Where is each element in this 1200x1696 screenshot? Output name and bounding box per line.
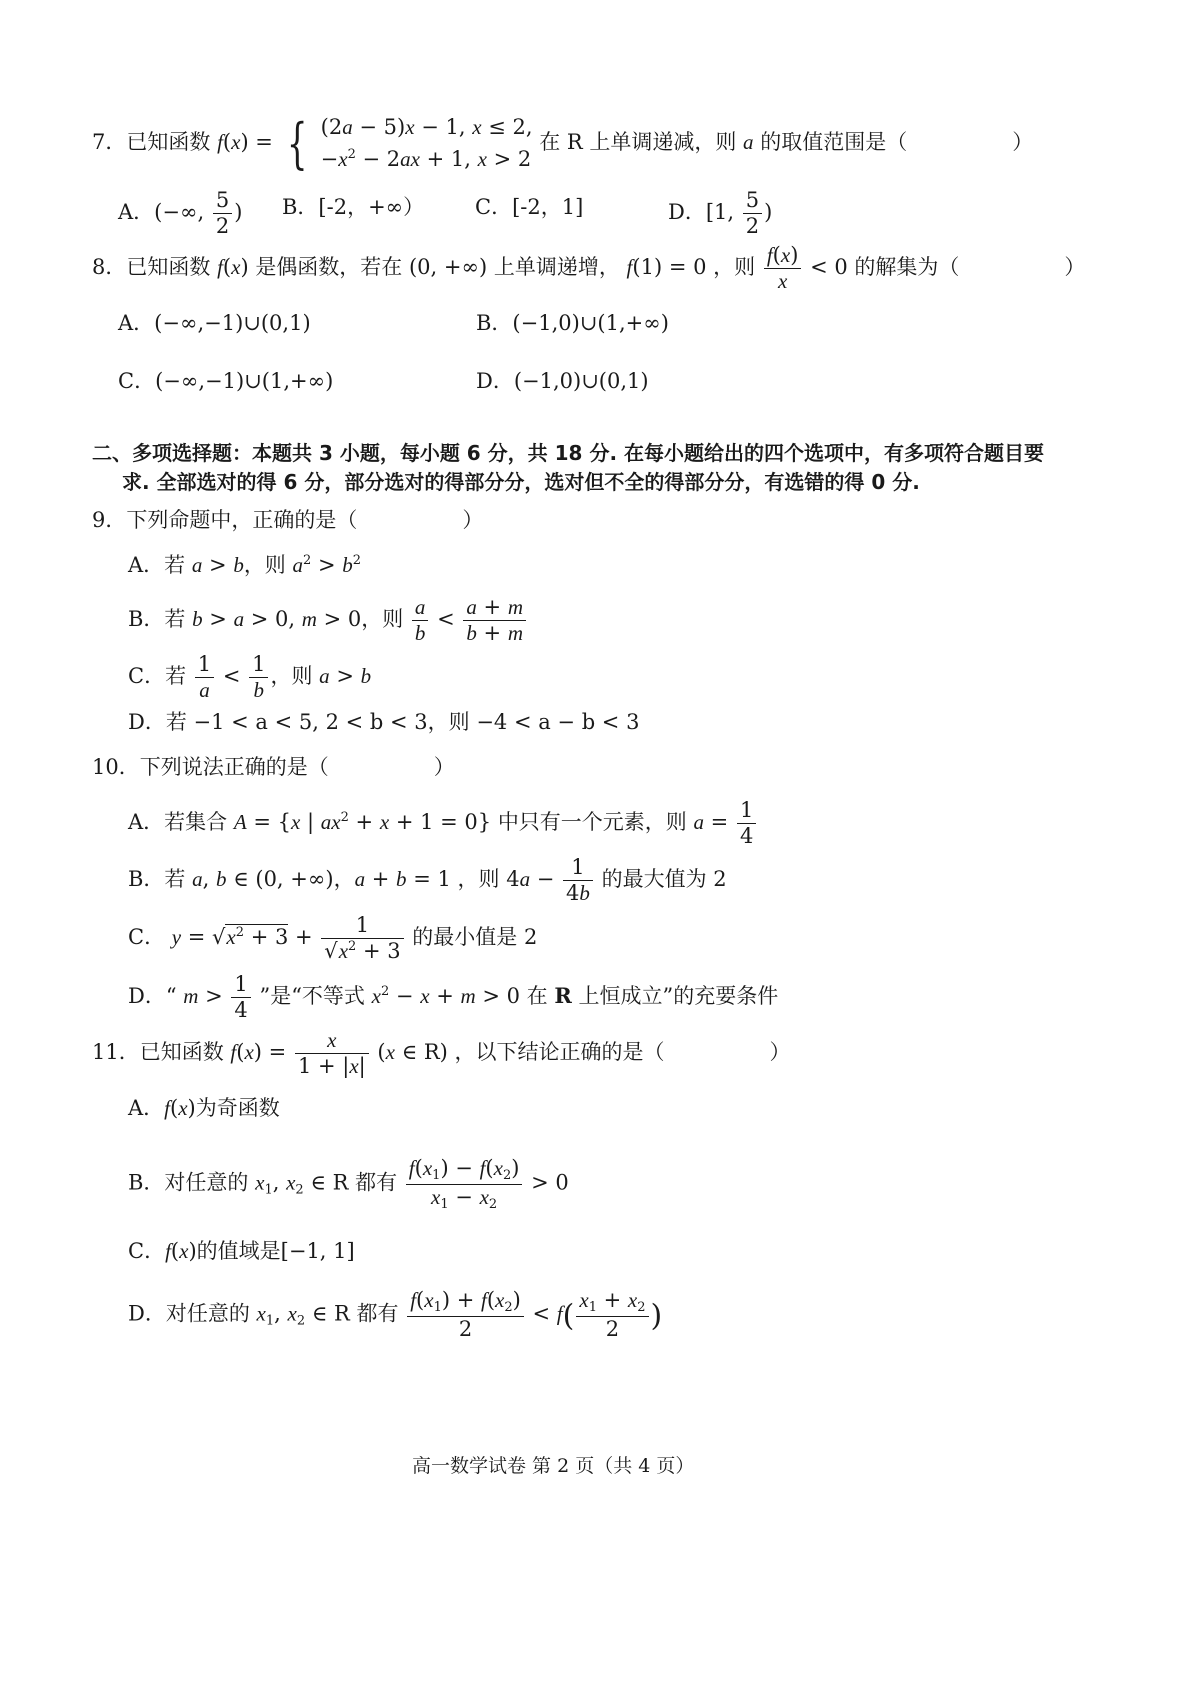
q7-option-d: D．[1, $\frac{5}{2}$ ) bbox=[668, 188, 773, 239]
q7-suffix2: 的取值范围是（ ） bbox=[760, 130, 1034, 154]
q9-option-c: C．若 $\frac{1}{a}$ < $\frac{1}{b}$ ，则 a > b bbox=[128, 652, 372, 703]
q11-option-d: D．对任意的 $x_1$, $x_2$ ∈ R 都有 $\frac{f(x_1) + f(x_2)}{2}$ < f( $\frac{x_1 + x_2}{2}$ ) bbox=[128, 1288, 663, 1341]
q8-option-c: C．(−∞,−1)∪(1,+∞) bbox=[118, 369, 334, 393]
q8-option-b: B．(−1,0)∪(1,+∞) bbox=[476, 311, 669, 335]
q10-option-c: C． $y = √x^2 + 3$ + $\frac{1}{√x^2 + 3}$ 的最小值是 2 bbox=[128, 913, 538, 964]
q9-option-b: B．若 b > a > 0, m > 0，则 $\frac{a}{b}$ < $\frac{a + m}{b + m}$ bbox=[128, 595, 528, 646]
q11-option-c: C．f(x)的值域是[−1, 1] bbox=[128, 1239, 355, 1263]
q9-option-d: D．若 −1 < a < 5, 2 < b < 3，则 −4 < a − b < 3 bbox=[128, 710, 640, 734]
question-8-stem: 8．已知函数 f(x) 是偶函数，若在 (0, +∞) 上单调递增， f(1) = 0 ，则 $\frac{f(x)}{x}$ < 0 的解集为（ ） bbox=[92, 243, 1086, 294]
q10-option-a: A．若集合 A = {x | $ax^2 + x + 1 = 0$} 中只有一个元素，则 a = $\frac{1}{4}$ bbox=[128, 798, 758, 849]
question-10-stem: 10．下列说法正确的是（ ） bbox=[92, 755, 455, 779]
q11-option-a: A．f(x)为奇函数 bbox=[128, 1096, 280, 1120]
q7-piecewise: (2a − 5)x − 1, x ≤ 2, $-x^2 - 2ax + 1$, x > 2 bbox=[320, 115, 533, 171]
q7-option-c: C．[-2，1] bbox=[475, 195, 584, 219]
q8-option-a: A．(−∞,−1)∪(0,1) bbox=[118, 311, 311, 335]
question-11-stem: 11．已知函数 f(x) = $\frac{x}{1 + |x|}$ (x ∈ R) ，以下结论正确的是（ ） bbox=[92, 1028, 791, 1079]
question-7-stem: 7．已知函数 f(x) = { (2a − 5)x − 1, x ≤ 2, $-x^2 - 2ax + 1$, x > 2 在 R 上单调递减，则 a 的取值范围是（ ） bbox=[92, 111, 1034, 175]
q10-option-b: B．若 a, b ∈ (0, +∞)，a + b = 1 ，则 4a − $\frac{1}{4b}$ 的最大值为 2 bbox=[128, 855, 727, 906]
question-9-stem: 9．下列命题中，正确的是（ ） bbox=[92, 508, 484, 532]
q7-prefix: 7．已知函数 bbox=[92, 130, 211, 154]
q7-option-b: B．[-2，+∞） bbox=[282, 195, 425, 219]
q7-suffix: 在 R 上单调递减，则 bbox=[539, 130, 737, 154]
q10-option-d: D．“ m > $\frac{1}{4}$ ”是“不等式 $x^2 - x + m > 0$ 在 R 上恒成立”的充要条件 bbox=[128, 972, 779, 1023]
q11-option-b: B．对任意的 $x_1$, $x_2$ ∈ R 都有 $\frac{f(x_1) - f(x_2)}{x_1 - x_2}$ > 0 bbox=[128, 1156, 569, 1212]
section-2-line-2: 求. 全部选对的得 6 分，部分选对的得部分分，选对但不全的得部分分，有选错的得 0 分. bbox=[122, 470, 920, 494]
q9-option-a: A．若 a > b，则 $a^2 > b^2$ bbox=[128, 553, 362, 577]
q7-option-a: A．(−∞, $\frac{5}{2}$ ) bbox=[118, 188, 243, 239]
page-footer: 高一数学试卷 第 2 页（共 4 页） bbox=[412, 1455, 695, 1477]
section-2-line-1: 二、多项选择题：本题共 3 小题，每小题 6 分，共 18 分. 在每小题给出的四个选项中，有多项符合题目要 bbox=[92, 441, 1045, 465]
q8-option-d: D．(−1,0)∪(0,1) bbox=[476, 369, 649, 393]
